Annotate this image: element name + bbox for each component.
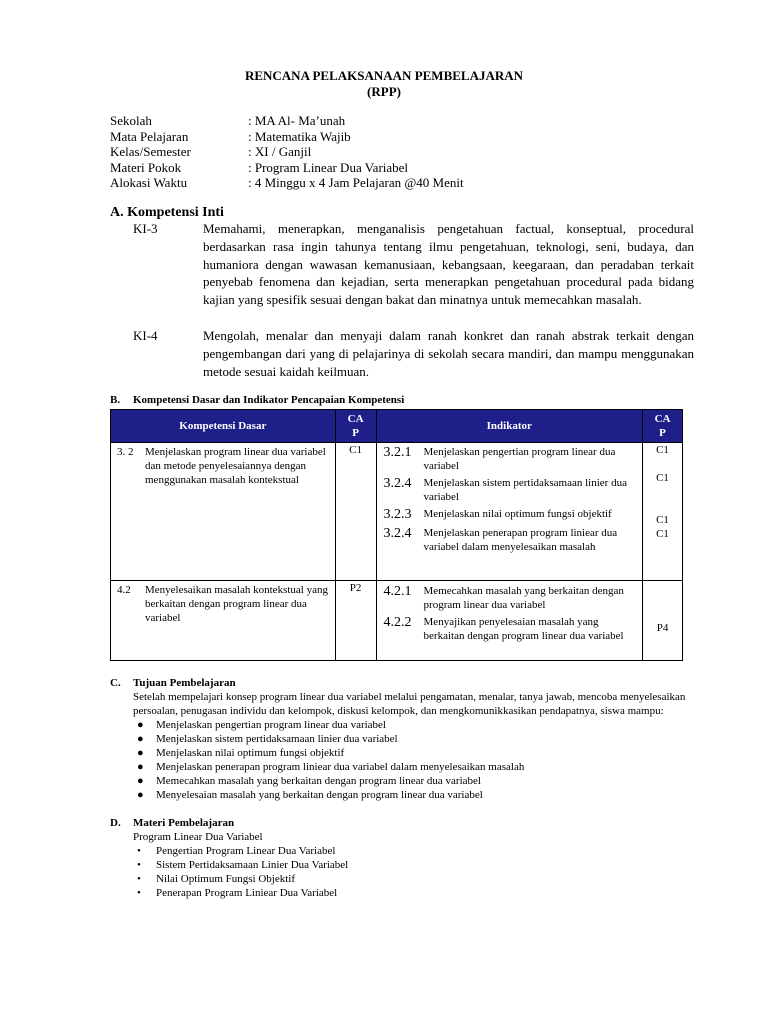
section-d-heading <box>110 816 688 830</box>
kd-number: 4.2 <box>117 584 131 596</box>
document-subtitle: (RPP) <box>367 84 401 99</box>
table-row <box>111 443 683 581</box>
list-item: ● Menyelesaian masalah yang berkaitan dengan program linear dua variabel <box>137 789 483 801</box>
kd-text: Menyelesaikan masalah kontekstual yang berkaitan dengan program linear dua variabel <box>145 584 328 624</box>
indicator-item: 4.2.1 Memecahkan masalah yang berkaitan dengan program linear dua variabel <box>383 584 624 611</box>
list-item: ● Menjelaskan sistem pertidaksamaan linier dua variabel <box>137 733 398 745</box>
section-letter: C. <box>110 677 121 689</box>
kd-text: Menjelaskan program linear dua variabel dan metode penyelesaiannya dengan menggunakan masalah kontekstual <box>145 446 326 486</box>
ki-code: KI-3 <box>133 221 158 236</box>
kd-number: 3. 2 <box>117 446 134 458</box>
cap-cell: P2 <box>335 581 376 661</box>
ki-text: Memahami, menerapkan, menganalisis pengetahuan factual, konseptual, procedural berdasarkan rasa ingin tahunya tentang ilmu pengetahuan, teknologi, seni, budaya, dan humaniora dengan wawasan kemanusiaan, kebangsaan, keegaraan, dan peradaban terkait penyebab fenomena dan kejadian, serta menerapkan pengetahuan procedural pada bidang kajian yang spesifik sesuai dengan bakat dan minatnya untuk memecahkan masalah. <box>203 221 694 308</box>
info-label: Alokasi Waktu <box>110 175 188 190</box>
sections-c-d <box>110 676 688 900</box>
list-item: • Penerapan Program Liniear Dua Variabel <box>137 887 338 899</box>
competency-table <box>110 409 683 661</box>
list-item: ● Menjelaskan penerapan program liniear dua variabel dalam menyelesaikan masalah <box>137 761 525 773</box>
info-label: Materi Pokok <box>110 160 182 175</box>
section-title: Materi Pembelajaran <box>133 817 235 829</box>
list-item: ● Menjelaskan pengertian program linear dua variabel <box>137 719 386 731</box>
header-indikator: Indikator <box>376 410 643 443</box>
section-letter: B. <box>110 394 121 406</box>
info-value: : Program Linear Dua Variabel <box>248 160 409 175</box>
section-a-heading: A. Kompetensi Inti <box>110 205 224 220</box>
indicator-item: 3.2.4 Menjelaskan sistem pertidaksamaan linier dua variabel <box>383 476 627 503</box>
list-item: ● Memecahkan masalah yang berkaitan dengan program linear dua variabel <box>137 775 481 787</box>
info-value: : Matematika Wajib <box>248 129 351 144</box>
indicator-item: 3.2.1 Menjelaskan pengertian program linear dua variabel <box>383 445 616 472</box>
info-label: Kelas/Semester <box>110 144 191 159</box>
info-value: : XI / Ganjil <box>248 144 312 159</box>
indicator-cell <box>376 443 643 581</box>
cap-cell: C1 <box>335 443 376 581</box>
header-kompetensi-dasar: Kompetensi Dasar <box>111 410 336 443</box>
list-item: • Pengertian Program Linear Dua Variabel <box>137 845 336 857</box>
document-title: RENCANA PELAKSANAAN PEMBELAJARAN <box>244 68 524 83</box>
list-item: • Sistem Pertidaksamaan Linier Dua Variabel <box>137 859 349 871</box>
section-d-intro: Program Linear Dua Variabel <box>133 831 263 843</box>
kd-cell <box>111 581 336 661</box>
indicator-cap-cell: C1 C1 C1 C1 <box>643 443 683 581</box>
info-value: : MA Al- Ma’unah <box>248 113 346 128</box>
indicator-cap-cell: P4 <box>643 581 683 661</box>
info-label: Sekolah <box>110 113 152 128</box>
ki-code: KI-4 <box>133 328 158 343</box>
indicator-cell <box>376 581 643 661</box>
header-cap: CA P <box>643 410 683 443</box>
kd-cell <box>111 443 336 581</box>
section-title: Kompetensi Dasar dan Indikator Pencapaian Kompetensi <box>133 394 405 406</box>
section-c-intro: Setelah mempelajari konsep program linear dua variabel melalui pengamatan, menalar, tanya jawab, mencoba menyelesaikan persoalan, penugasan individu dan kelompok, diskusi kelompok, dan mengkomunikkasikan pendapatnya, siswa mampu: <box>133 691 686 717</box>
section-c-heading <box>110 676 688 690</box>
list-item: ● Menjelaskan nilai optimum fungsi objektif <box>137 747 345 759</box>
objectives-list <box>110 718 688 802</box>
info-value: : 4 Minggu x 4 Jam Pelajaran @40 Menit <box>248 175 464 190</box>
info-label: Mata Pelajaran <box>110 129 189 144</box>
ki-text: Mengolah, menalar dan menyaji dalam ranah konkret dan ranah abstrak terkait dengan pengembangan dari yang di pelajarinya di sekolah secara mandiri, dan mampu menggunakan metode sesuai kaidah keilmuan. <box>203 328 694 379</box>
table-row <box>111 581 683 661</box>
list-item: • Nilai Optimum Fungsi Objektif <box>137 873 296 885</box>
indicator-item: 4.2.2 Menyajikan penyelesaian masalah yang berkaitan dengan program linear dua variabel <box>383 615 624 642</box>
materials-list <box>110 844 688 900</box>
table-header-row <box>111 410 683 443</box>
section-title: Tujuan Pembelajaran <box>133 677 236 689</box>
indicator-item: 3.2.4 Menjelaskan penerapan program liniear dua variabel dalam menyelesaikan masalah <box>383 526 618 553</box>
header-cap: CA P <box>335 410 376 443</box>
section-letter: D. <box>110 817 121 829</box>
indicator-item: 3.2.3 Menjelaskan nilai optimum fungsi objektif <box>383 507 612 522</box>
